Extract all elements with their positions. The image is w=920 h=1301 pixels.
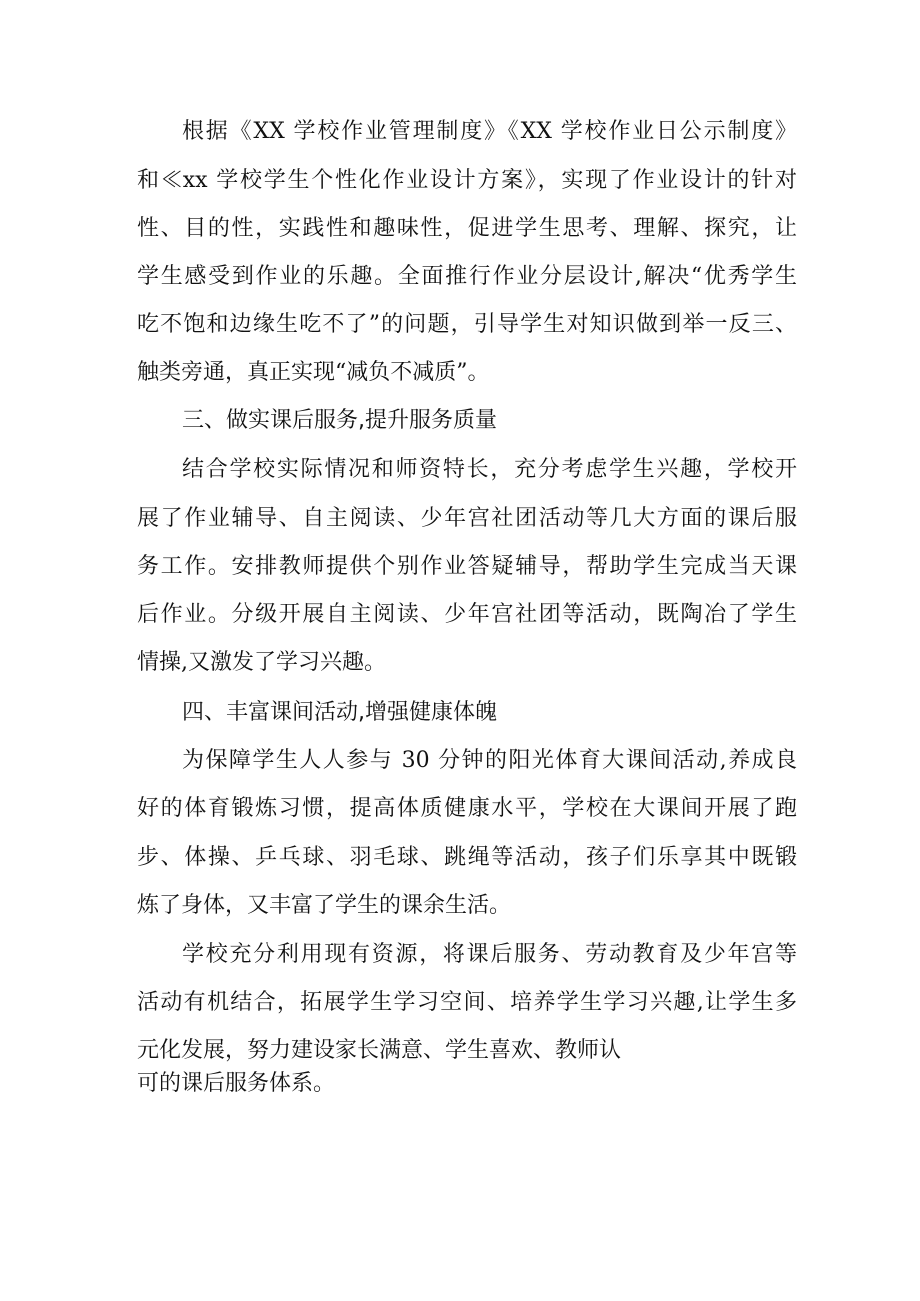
paragraph-line: 性、目的性，实践性和趣味性，促进学生思考、理解、探究，让 bbox=[137, 216, 797, 241]
paragraph-line: 可的课后服务体系。 bbox=[137, 1071, 336, 1096]
paragraph-line: 炼了身体，又丰富了学生的课余生活。 bbox=[137, 893, 512, 918]
paragraph-line: 吃不饱和边缘生吃不了”的问题，引导学生对知识做到举一反三、 bbox=[137, 312, 797, 337]
paragraph-line: 情操,又激发了学习兴趣。 bbox=[137, 650, 386, 675]
section-heading: 三、做实课后服务,提升服务质量 bbox=[182, 408, 497, 433]
paragraph-line: 触类旁通，真正实现“减负不减质”。 bbox=[137, 360, 490, 385]
paragraph-line: 元化发展，努力建设家长满意、学生喜欢、教师认 bbox=[137, 1038, 622, 1063]
paragraph-line: 步、体操、乒乓球、羽毛球、跳绳等活动，孩子们乐享其中既锻 bbox=[137, 845, 797, 870]
paragraph-line: 展了作业辅导、自主阅读、少年宫社团活动等几大方面的课后服 bbox=[137, 506, 797, 531]
paragraph-line: 好的体育锻炼习惯，提高体质健康水平，学校在大课间开展了跑 bbox=[137, 796, 797, 821]
paragraph-line: 务工作。安排教师提供个别作业答疑辅导，帮助学生完成当天课 bbox=[137, 554, 797, 579]
section-heading: 四、丰富课间活动,增强健康体魄 bbox=[182, 700, 497, 725]
paragraph-line: 结合学校实际情况和师资特长，充分考虑学生兴趣，学校开 bbox=[182, 457, 797, 482]
paragraph-line: 根据《XX 学校作业管理制度》《XX 学校作业日公示制度》 bbox=[182, 119, 797, 144]
paragraph-line: 后作业。分级开展自主阅读、少年宫社团等活动，既陶冶了学生 bbox=[137, 602, 797, 627]
paragraph-line: 为保障学生人人参与 30 分钟的阳光体育大课间活动,养成良 bbox=[182, 748, 797, 773]
paragraph-line: 活动有机结合，拓展学生学习空间、培养学生学习兴趣,让学生多 bbox=[137, 990, 797, 1015]
paragraph-line: 学生感受到作业的乐趣。全面推行作业分层设计,解决“优秀学生 bbox=[137, 264, 797, 289]
paragraph-line: 学校充分利用现有资源，将课后服务、劳动教育及少年宫等 bbox=[182, 942, 797, 967]
paragraph-line: 和≪xx 学校学生个性化作业设计方案》，实现了作业设计的针对 bbox=[137, 168, 797, 193]
